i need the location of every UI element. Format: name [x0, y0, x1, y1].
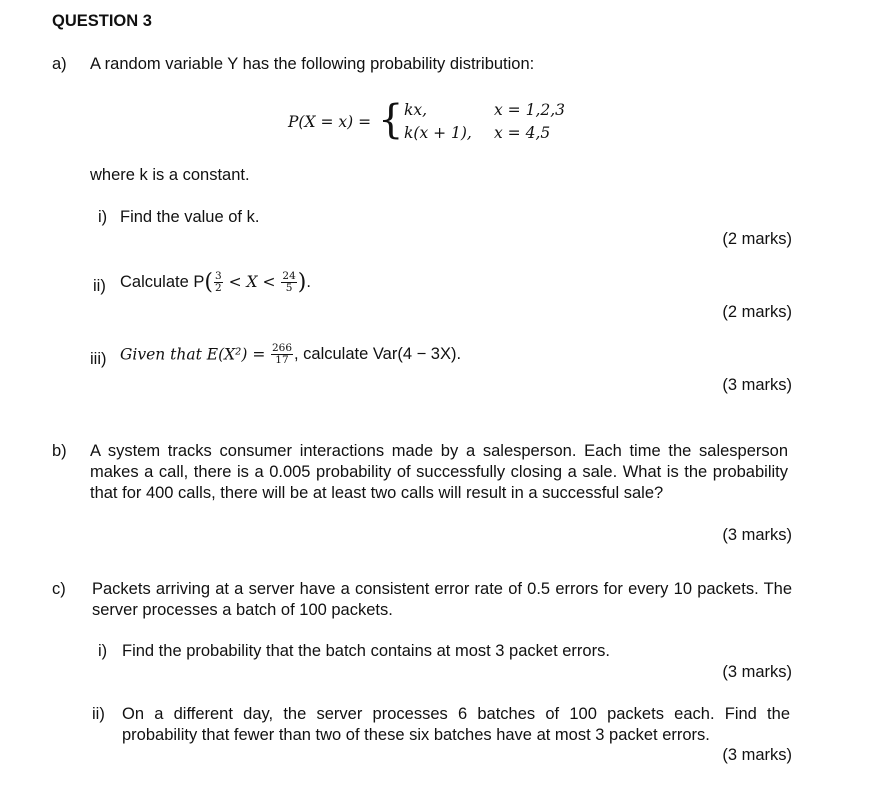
fraction-upper-num: 24	[282, 270, 296, 282]
part-a-intro: A random variable Y has the following probability distribution:	[90, 55, 535, 73]
part-a-ii-text: Calculate P( $\frac{3}{2}$ < X < $\frac{24}{5}$ ).	[120, 270, 311, 295]
fraction-lower-num: 3	[214, 270, 222, 282]
part-a-label: a)	[52, 55, 67, 73]
part-c-ii-text: On a different day, the server processes 6 batches of 100 packets each. Find the probability that fewer than two of these six batches have at most 3 packet errors.	[122, 705, 790, 744]
part-a-iii-marks: (3 marks)	[722, 376, 792, 394]
pmf-lhs: P(X = x) =	[288, 113, 372, 131]
part-a-i-marks: (2 marks)	[722, 230, 792, 248]
part-b-text: A system tracks consumer interactions made by a salesperson. Each time the salesperson makes a call, there is a 0.005 probability of successfully closing a sale. What is the probability that for 400 calls, there will be at least two calls will result in a successful sale?	[90, 442, 788, 502]
part-a-i-text: Find the value of k.	[120, 208, 260, 226]
pmf-case1-cond: x = 1,2,3	[494, 101, 566, 119]
pmf-case2-expr: k(x + 1),	[404, 124, 472, 142]
inequality: < X <	[223, 272, 281, 291]
fraction-expectation-den: 17	[275, 354, 289, 366]
fraction-lower	[214, 271, 223, 294]
part-b-marks: (3 marks)	[722, 526, 792, 544]
pmf-case2-cond: x = 4,5	[494, 124, 551, 142]
close-paren: )	[297, 270, 307, 295]
fraction-upper	[281, 271, 296, 294]
part-a-ii-marks: (2 marks)	[722, 303, 792, 321]
pmf-case1-expr: kx,	[404, 101, 428, 119]
part-a-iii-text	[120, 343, 461, 366]
part-c-ii-label: ii)	[92, 705, 105, 723]
part-a-ii-label: ii)	[93, 277, 106, 295]
part-c-i-label: i)	[98, 642, 108, 660]
variance-text: , calculate Var(4 − 3X).	[294, 345, 462, 363]
open-paren: (	[204, 270, 213, 295]
part-a-i-label: i)	[98, 208, 108, 226]
fraction-upper-den: 5	[285, 282, 293, 294]
where-text: where k is a constant.	[90, 166, 250, 184]
part-b-label: b)	[52, 442, 67, 460]
fraction-lower-den: 2	[214, 282, 222, 294]
pmf-brace: {	[378, 97, 404, 143]
part-c-i-marks: (3 marks)	[722, 663, 792, 681]
part-c-i-text: Find the probability that the batch contains at most 3 packet errors.	[122, 642, 610, 660]
fraction-expectation	[271, 343, 293, 366]
part-c-label: c)	[52, 580, 66, 598]
part-c-ii-marks: (3 marks)	[722, 746, 792, 764]
part-c-text: Packets arriving at a server have a consistent error rate of 0.5 errors for every 10 packets. The server processes a batch of 100 packets.	[92, 580, 792, 619]
expectation-text: Given that E(X²) =	[120, 345, 266, 364]
question-heading: QUESTION 3	[52, 12, 152, 30]
calc-prefix: Calculate P	[120, 272, 205, 291]
part-a-iii-label: iii)	[90, 350, 107, 368]
fraction-expectation-num: 266	[271, 342, 292, 354]
